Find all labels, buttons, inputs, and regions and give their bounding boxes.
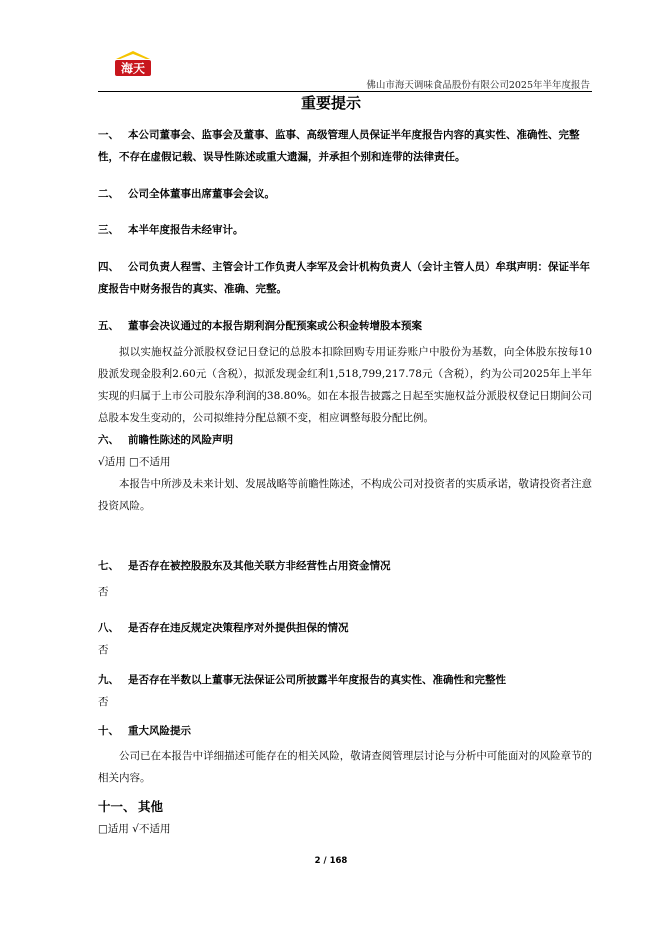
section-5: 五、 董事会决议通过的本报告期利润分配预案或公积金转增股本预案 拟以实施权益分派股权登记日登记的总股本扣除回购专用证券账户中股份为基数，向全体股东按每10股派发现金股利2.60元（含税），拟派发现金红利1,518,799,217.78元（含税），约为公司2025年上半年实现的归属于上市公司股东净利润的38.80%。如在本报告披露之日起至实施权益分派股权登记日期间公司总股本发生变动的，公司拟维持分配总额不变，相应调整每股分配比例。 bbox=[98, 315, 592, 429]
logo-text: 海天 bbox=[120, 61, 146, 76]
section-3: 三、 本半年度报告未经审计。 bbox=[98, 224, 244, 236]
profit-distribution-text: 拟以实施权益分派股权登记日登记的总股本扣除回购专用证券账户中股份为基数，向全体股东按每10股派发现金股利2.60元（含税），拟派发现金红利1,518,799,217.78元（含税），约为公司2025年上半年实现的归属于上市公司股东净利润的38.80%。如在本报告披露之日起至实施权益分派股权登记日期间公司总股本发生变动的，公司拟维持分配总额不变，相应调整每股分配比例。 bbox=[98, 346, 592, 424]
section-2: 二、 公司全体董事出席董事会会议。 bbox=[98, 188, 275, 200]
section-9: 九、 是否存在半数以上董事无法保证公司所披露半年度报告的真实性、准确性和完整性 否 bbox=[98, 669, 592, 713]
section-7: 七、 是否存在被控股股东及其他关联方非经营性占用资金情况 否 bbox=[98, 555, 592, 603]
section-6: 六、 前瞻性陈述的风险声明 √适用 □不适用 本报告中所涉及未来计划、发展战略等前瞻性陈述，不构成公司对投资者的实质承诺，敬请投资者注意投资风险。 bbox=[98, 429, 592, 517]
haitian-logo bbox=[112, 50, 154, 78]
report-header: 佛山市海天调味食品股份有限公司2025年半年度报告 bbox=[366, 80, 590, 91]
section-10: 十、 重大风险提示 公司已在本报告中详细描述可能存在的相关风险，敬请查阅管理层讨论与分析中可能面对的风险章节的相关内容。 bbox=[98, 720, 592, 789]
section-8: 八、 是否存在违反规定决策程序对外提供担保的情况 否 bbox=[98, 617, 592, 661]
answer-text: 否 bbox=[98, 586, 109, 598]
applicability-option: □适用 √不适用 bbox=[98, 823, 171, 835]
major-risk-text: 公司已在本报告中详细描述可能存在的相关风险，敬请查阅管理层讨论与分析中可能面对的风险章节的相关内容。 bbox=[98, 750, 592, 784]
forward-looking-text: 本报告中所涉及未来计划、发展战略等前瞻性陈述，不构成公司对投资者的实质承诺，敬请投资者注意投资风险。 bbox=[98, 478, 592, 512]
section-1: 一、 本公司董事会、监事会及董事、监事、高级管理人员保证半年度报告内容的真实性、准确性、完整性，不存在虚假记载、误导性陈述或重大遗漏，并承担个别和连带的法律责任。 bbox=[98, 129, 580, 163]
answer-text: 否 bbox=[98, 696, 109, 708]
section-11: 十一、 其他 □适用 √不适用 bbox=[98, 796, 592, 840]
answer-text: 否 bbox=[98, 644, 109, 656]
section-4: 四、 公司负责人程雪、主管会计工作负责人李军及会计机构负责人（会计主管人员）牟琪声明：保证半年度报告中财务报告的真实、准确、完整。 bbox=[98, 261, 590, 295]
page-title: 重要提示 bbox=[300, 94, 361, 112]
page-number: 2 / 168 bbox=[314, 856, 348, 866]
applicability-option: √适用 □不适用 bbox=[98, 456, 171, 468]
